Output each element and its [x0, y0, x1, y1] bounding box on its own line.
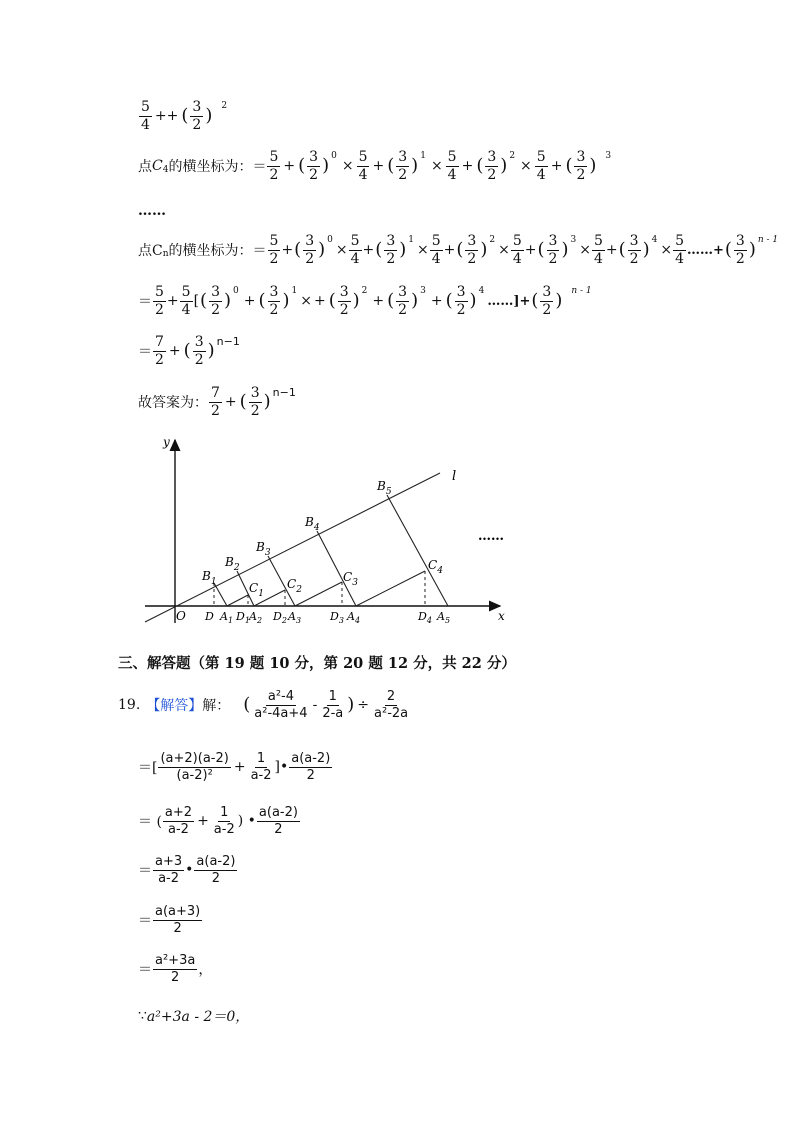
y-axis-label: y	[163, 435, 170, 449]
svg-text:B2: $B_2$	[225, 555, 240, 573]
svg-text:A1: $A_1$	[220, 610, 234, 625]
q19-line-3: ＝ $\frac{a+3}{a-2}$ • $\frac{a(a-2)}{2}$	[138, 854, 236, 886]
c-labels	[249, 558, 443, 599]
label: 点	[138, 159, 152, 176]
svg-text:C1: $C_1$	[249, 581, 264, 599]
figure-ellipsis: ……	[478, 529, 504, 544]
svg-text:B5: $B_5$	[377, 479, 392, 497]
answer-label: 故答案为：	[138, 395, 208, 412]
line-3: 点C n 的横坐标为：＝ $\frac{5}{2}$ + ( $\frac{3}{2}$ ) 0 × $\frac{5}{4}$ + ( $\frac{3}{2}$ ) 1 × $\frac{5}{4}$ + ( $\frac{3}{2}$ ) 2 × $\frac{5}{4}$ + ( $\frac{3}{2}$ ) 3 × $\frac{5}{4}$ + ( $\frac{3}{2}$ ) 4 × $\frac{5}{4}$ ……+ ( $\frac{3}{2}$ ) n - 1	[138, 233, 779, 267]
answer-tag: 【解答】	[146, 698, 203, 715]
svg-text:C2: $C_2$	[287, 577, 302, 595]
q19-line-1: ＝[ $\frac{(a+2)(a-2)}{\text{(a-2)²}}$ + $\frac{1}{a-2}$ ]• $\frac{a(a-2)}{2}$	[138, 751, 331, 783]
line-1: $\frac{5}{4}$ ++ ( $\frac{3}{2}$ ) 2	[141, 99, 228, 133]
fraction: $\frac{3}{2}$	[192, 99, 202, 133]
q19-line-6: ∵ a²+3a - 2＝0，	[138, 1008, 250, 1025]
svg-text:D: D	[205, 610, 214, 623]
svg-text:A2: $A_2$	[249, 610, 263, 625]
geometry-figure	[0, 428, 800, 638]
section-heading: 三、解答题（第 19 题 10 分，第 20 题 12 分，共 22 分）	[118, 655, 516, 672]
line-l-label: l	[452, 469, 457, 484]
b-labels	[201, 479, 392, 587]
svg-text:D3: $D_3$	[330, 610, 344, 625]
line-5: ＝ $\frac{7}{2}$ + ( $\frac{3}{2}$ ) n−1	[138, 334, 240, 368]
question-number: 19.	[118, 697, 141, 714]
a-d-labels	[204, 610, 450, 625]
svg-text:B3: $B_3$	[256, 540, 271, 558]
q19-line-2: ＝ ( $\frac{a+2}{a-2}$ + $\frac{1}{a-2}$ ) • $\frac{a(a-2)}{2}$	[138, 805, 298, 837]
operator: ++	[154, 108, 179, 125]
line-l	[145, 473, 440, 622]
x-axis-label: x	[498, 609, 505, 623]
svg-text:A4: $A_4$	[347, 610, 361, 625]
ellipsis: ……	[138, 203, 166, 219]
svg-text:B4: $B_4$	[305, 515, 320, 533]
origin-label: O	[176, 609, 186, 623]
svg-text:D1: $D_1$	[236, 610, 250, 625]
svg-text:D2: $D_2$	[273, 610, 287, 625]
svg-text:C4: $C_4$	[428, 558, 443, 576]
fraction: $\frac{5}{4}$	[141, 99, 150, 133]
q19-line-4: ＝ $\frac{a(a+3)}{2}$	[138, 904, 201, 936]
line-6: 故答案为： $\frac{7}{2}$ + ( $\frac{3}{2}$ ) n−1	[138, 385, 296, 419]
svg-text:C3: $C_3$	[343, 570, 358, 588]
exponent: 2	[221, 101, 228, 112]
svg-text:D4: $D_4$	[418, 610, 432, 625]
svg-text:A5: $A_5$	[437, 610, 451, 625]
svg-text:B1: $B_1$	[202, 569, 217, 587]
q19-line-5: ＝ $\frac{\text{a²+3a}}{2}$ ，	[138, 953, 213, 985]
svg-text:A3: $A_3$	[288, 610, 302, 625]
line-4: ＝ $\frac{5}{2}$ + $\frac{5}{4}$ [ ( $\frac{3}{2}$ ) 0 + ( $\frac{3}{2}$ ) 1 × + ( $\frac{3}{2}$ ) 2 + ( $\frac{3}{2}$ ) 3 + ( $\frac{3}{2}$ ) 4 ……]+ ( $\frac{3}{2}$ ) n - 1	[138, 284, 592, 318]
line-2: 点 C 4 的横坐标为：＝ $\frac{5}{2}$ + ( $\frac{3}{2}$ ) 0 × $\frac{5}{4}$ + ( $\frac{3}{2}$ ) 1 × $\frac{5}{4}$ + ( $\frac{3}{2}$ ) 2 × $\frac{5}{4}$ + ( $\frac{3}{2}$ ) 3	[138, 149, 612, 183]
q19-line-0: 19. 【解答】 解： ( $\frac{\text{a²-4}}{\text{a²-4a+4}}$ - $\frac{1}{2-a}$ ) ÷ $\frac{2}{\text{a²-2a}}$	[118, 689, 409, 721]
